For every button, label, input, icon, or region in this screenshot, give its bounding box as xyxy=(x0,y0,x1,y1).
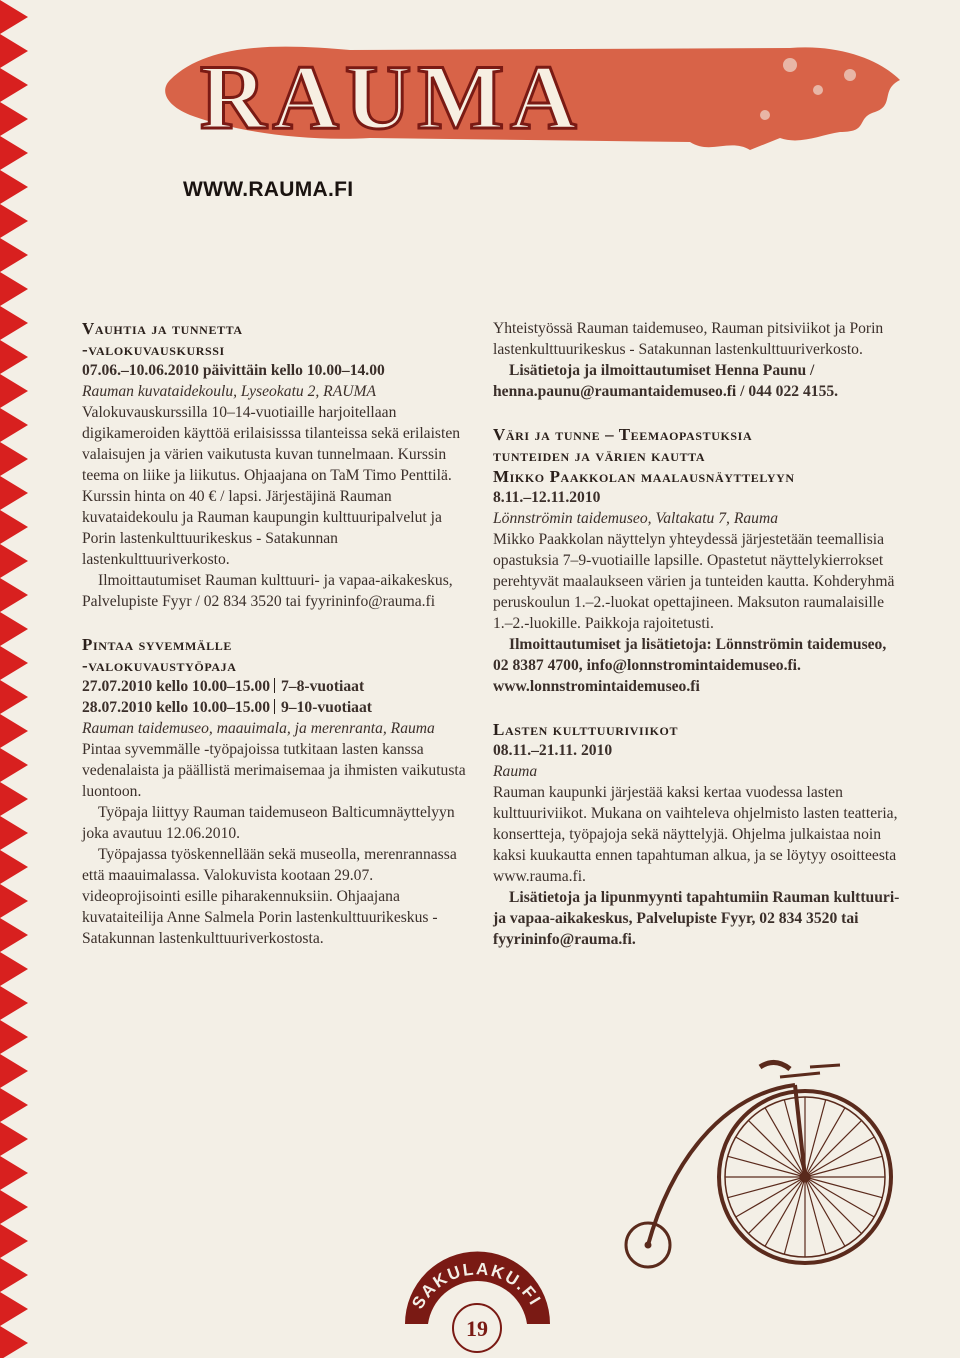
wheel-spoke xyxy=(728,1177,805,1198)
wheel-spoke xyxy=(805,1156,882,1177)
s4-place: Rauma xyxy=(493,763,538,780)
page-number: 19 xyxy=(466,1316,488,1341)
s3-place: Lönnströmin taidemuseo, Valtakatu 7, Rauma xyxy=(493,510,779,527)
s2-date1: 27.07.2010 kello 10.00–15.00 xyxy=(82,678,270,695)
s3-signup: Ilmoittautumiset ja lisätietoja: Lönnströmin taidemuseo, 02 8387 4700, info@lonnstromintaidemuseo.fi. www.lonnstromintaidemuseo.fi xyxy=(493,636,887,695)
s2-para1: Pintaa syvemmälle -työpajoissa tutkitaan lasten kanssa vedenalaista ja päällistä merimaisemaa ja ihmisten vaikutusta luontoon. xyxy=(82,741,466,800)
s4-date: 08.11.–21.11. 2010 xyxy=(493,742,613,759)
zigzag-border xyxy=(0,0,52,1358)
wheel-spoke xyxy=(805,1177,826,1254)
s2-title-line2: -valokuvaustyöpaja xyxy=(82,656,237,675)
s1-signup: Ilmoittautumiset Rauman kulttuuri- ja vapaa-aikakeskus, Palvelupiste Fyyr / 02 834 3520 tai fyyrininfo@rauma.fi xyxy=(82,572,453,610)
s4-signup: Lisätietoja ja lipunmyynti tapahtumiin Rauman kulttuuri- ja vapaa-aikakeskus, Palvelupiste Fyyr, 02 834 3520 tai fyyrininfo@rauma.fi. xyxy=(493,889,900,948)
badge-text: SAKULAKU.FI xyxy=(408,1259,546,1313)
s3-title-line2: tunteiden ja värien kautta xyxy=(493,446,706,465)
s3-title-line3: Mikko Paakkolan maalausnäyttelyyn xyxy=(493,467,795,486)
wheel-spoke xyxy=(805,1177,882,1198)
wheel-spoke xyxy=(784,1177,805,1254)
s1-place: Rauman kuvataidekoulu, Lyseokatu 2, RAUMA xyxy=(82,383,377,400)
s2-session-2 xyxy=(82,697,467,718)
s1-date: 07.06.–10.06.2010 päivittäin kello 10.00–14.00 xyxy=(82,362,385,379)
wheel-spoke xyxy=(805,1100,826,1177)
s2-age2: 9–10-vuotiaat xyxy=(281,699,372,716)
rauma-logo xyxy=(150,20,910,170)
penny-farthing-bicycle-icon xyxy=(610,1055,910,1275)
s4-title: Lasten kulttuuriviikot xyxy=(493,720,679,739)
s1-body: Valokuvauskurssilla 10–14-vuotiaille harjoitellaan digikameroiden käyttöä erilaisisssa tilanteissa sekä erilaisten valaisujen ja värien vaikutusta kuvan tunnelmaan. Kurssin teema on liike ja liikutus. Ohjaajana on TaM Timo Penttilä. Kurssin hinta on 40 € / lapsi. Järjestäjinä Rauman kuvataidekoulu ja Rauman kaupungin kulttuuripalvelut ja Porin lastenkulttuurikeskus - Satakunnan lastenkulttuuriverkosto. xyxy=(82,404,461,568)
right-column xyxy=(493,318,903,950)
wheel-spoke xyxy=(728,1156,805,1177)
left-column xyxy=(82,318,467,949)
r-intro: Yhteistyössä Rauman taidemuseo, Rauman pitsiviikot ja Porin lastenkulttuurikeskus - Satakunnan lastenkulttuuriverkosto. xyxy=(493,320,884,358)
zigzag-shape xyxy=(0,0,28,1358)
s4-body: Rauman kaupunki järjestää kaksi kertaa vuodessa lasten kulttuuriviikot. Mukana on vaihteleva ohjelmisto lasten teatteria, konsertteja, työpajoja sekä näyttelyjä. Ohjelma julkaistaa noin kaksi kuukautta ennen tapahtuman alkua, ja se löytyy osoitteesta www.rauma.fi. xyxy=(493,784,898,885)
s2-title-line1: Pintaa syvemmälle xyxy=(82,635,232,654)
s2-session-1 xyxy=(82,676,467,697)
s3-date: 8.11.–12.11.2010 xyxy=(493,489,601,506)
s3-title-line1: Väri ja tunne – Teemaopastuksia xyxy=(493,425,753,444)
s1-title-line1: Vauhtia ja tunnetta xyxy=(82,319,243,338)
logo-text: RAUMA xyxy=(200,46,583,148)
s2-para3: Työpajassa työskennellään sekä museolla, merenrannassa että maauimalassa. Valokuvista kootaan 29.07. videoprojisointi esille piharakennuksiin. Ohjaajana kuvataiteilija Anne Salmela Porin lastenkulttuurikeskus - Satakunnan lastenkulttuuriverkostosta. xyxy=(82,846,457,947)
s2-para2: Työpaja liittyy Rauman taidemuseon Balticumnäyttelyyn joka avautuu 12.06.2010. xyxy=(82,804,455,842)
s2-date2: 28.07.2010 kello 10.00–15.00 xyxy=(82,699,270,716)
s3-body: Mikko Paakkolan näyttelyn yhteydessä järjestetään teemallisia opastuksia 7–9-vuotiaille lapsille. Opastetut näyttelykierrokset perehtyvät maalaukseen värien ja tunteiden kautta. Kohderyhmä peruskoulun 1.–2.-luokat opettajineen. Maksuton raumalaisille 1.–2.-luokille. Paikkoja rajoitetusti. xyxy=(493,531,895,632)
sakulaku-badge xyxy=(395,1228,560,1358)
s2-place: Rauman taidemuseo, maauimala, ja merenranta, Rauma xyxy=(82,720,435,737)
s2-age1: 7–8-vuotiaat xyxy=(281,678,365,695)
r-info: Lisätietoja ja ilmoittautumiset Henna Paunu / henna.paunu@raumantaidemuseo.fi / 044 022 4155. xyxy=(493,362,839,400)
s1-title-line2: -valokuvauskurssi xyxy=(82,340,225,359)
website-url[interactable]: WWW.RAUMA.FI xyxy=(183,178,354,201)
